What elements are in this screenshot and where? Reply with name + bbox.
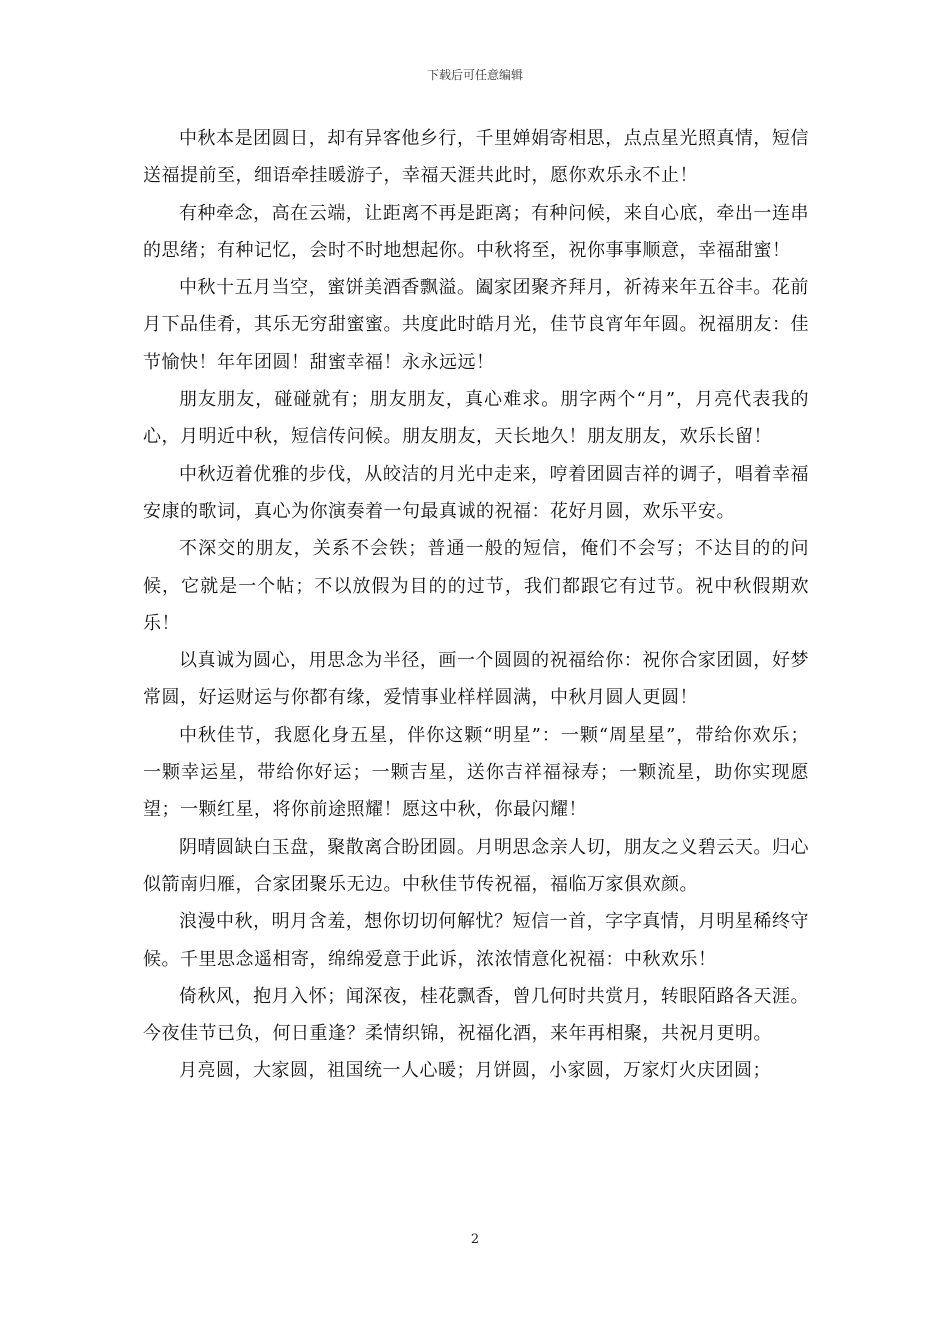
- paragraph: 中秋十五月当空，蜜饼美酒香飘溢。阖家团聚齐拜月，祈祷来年五谷丰。花前月下品佳肴，其乐无穷甜蜜蜜。共度此时皓月光，佳节良宵年年圆。祝福朋友：佳节愉快！年年团圆！甜蜜幸福！永永远远！: [143, 277, 809, 373]
- paragraph: 中秋本是团圆日，却有异客他乡行，千里婵娟寄相思，点点星光照真情，短信送福提前至，细语牵挂暖游子，幸福天涯共此时，愿你欢乐永不止！: [143, 128, 809, 187]
- paragraph: 倚秋风，抱月入怀；闻深夜，桂花飘香，曾几何时共赏月，转眼陌路各天涯。今夜佳节已负，何日重逢？柔情织锦，祝福化酒，来年再相聚，共祝月更明。: [143, 985, 809, 1045]
- paragraph: 月亮圆，大家圆，祖国统一人心暖；月饼圆，小家圆，万家灯火庆团圆；: [179, 1060, 771, 1082]
- paragraph: 不深交的朋友，关系不会铁；普通一般的短信，俺们不会写；不达目的的问候，它就是一个帖；不以放假为目的的过节，我们都跟它有过节。祝中秋假期欢乐！: [143, 538, 809, 634]
- paragraph: 以真诚为圆心，用思念为半径，画一个圆圆的祝福给你：祝你合家团圆，好梦常圆，好运财运与你都有缘，爱情事业样样圆满，中秋月圆人更圆！: [143, 650, 809, 709]
- paragraph: 中秋佳节，我愿化身五星，伴你这颗“明星”：一颗“周星星”，带给你欢乐；一颗幸运星，带给你好运；一颗吉星，送你吉祥福禄寿；一颗流星，助你实现愿望；一颗红星，将你前途照耀！愿这中秋，你最闪耀！: [143, 724, 809, 821]
- paragraph: 朋友朋友，碰碰就有；朋友朋友，真心难求。朋字两个“月”，月亮代表我的心，月明近中秋，短信传问候。朋友朋友，天长地久！朋友朋友，欢乐长留！: [143, 389, 809, 448]
- document-body: [143, 120, 809, 1090]
- paragraph: 中秋迈着优雅的步伐，从皎洁的月光中走来，哼着团圆吉祥的调子，唱着幸福安康的歌词，真心为你演奏着一句最真诚的祝福：花好月圆，欢乐平安。: [143, 463, 809, 522]
- page-number: 2: [470, 1232, 480, 1247]
- paragraph: 浪漫中秋，明月含羞，想你切切何解忧？短信一首，字字真情，月明星稀终守候。千里思念遥相寄，绵绵爱意于此诉，浓浓情意化祝福：中秋欢乐！: [143, 911, 809, 970]
- paragraph: 阴晴圆缺白玉盘，聚散离合盼团圆。月明思念亲人切，朋友之义碧云天。归心似箭南归雁，合家团聚乐无边。中秋佳节传祝福，福临万家俱欢颜。: [143, 836, 809, 895]
- paragraph: 有种牵念，高在云端，让距离不再是距离；有种问候，来自心底，牵出一连串的思绪；有种记忆，会时不时地想起你。中秋将至，祝你事事顺意，幸福甜蜜！: [143, 202, 809, 261]
- page-header: 下载后可任意编辑: [426, 68, 523, 82]
